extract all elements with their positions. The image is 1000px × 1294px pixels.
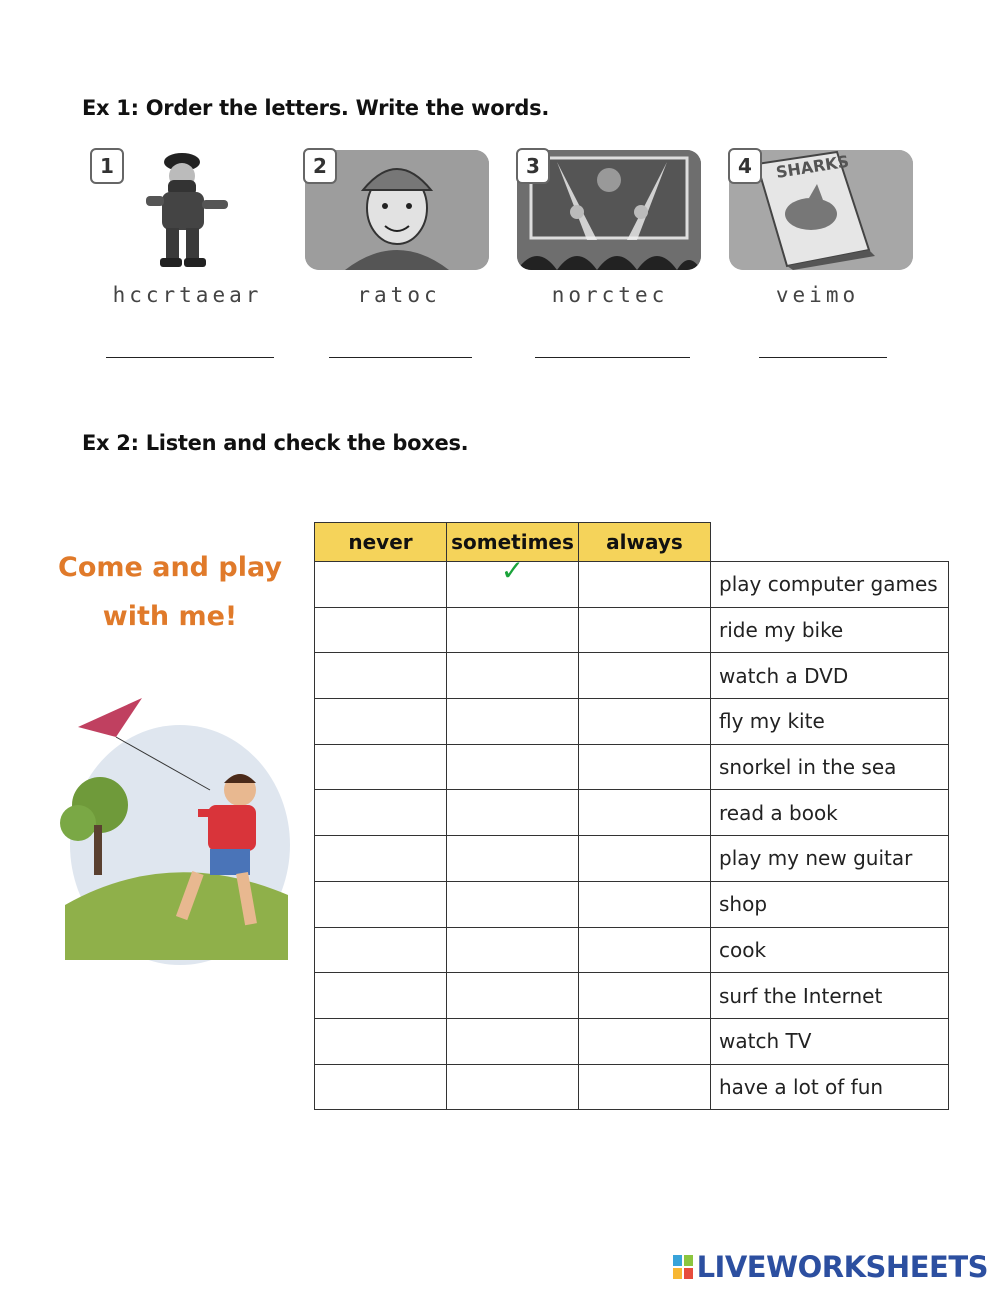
promo-line-2: with me!: [102, 601, 238, 632]
table-row: [315, 1018, 949, 1064]
checkbox-sometimes[interactable]: [447, 553, 579, 608]
checkbox-sometimes[interactable]: [447, 744, 579, 790]
checkbox-sometimes[interactable]: [447, 973, 579, 1019]
activity-label: watch TV: [711, 1018, 949, 1064]
checkbox-sometimes[interactable]: [447, 653, 579, 699]
checkbox-never[interactable]: [315, 744, 447, 790]
checkbox-always[interactable]: [579, 790, 711, 836]
checkbox-never[interactable]: [315, 836, 447, 882]
checkbox-never[interactable]: [315, 927, 447, 973]
checkbox-always[interactable]: [579, 699, 711, 745]
checkbox-sometimes[interactable]: [447, 836, 579, 882]
checkbox-sometimes[interactable]: [447, 1018, 579, 1064]
checkbox-always[interactable]: [579, 744, 711, 790]
activity-label: surf the Internet: [711, 973, 949, 1019]
checkbox-never[interactable]: [315, 607, 447, 653]
activity-label: read a book: [711, 790, 949, 836]
checkbox-never[interactable]: [315, 653, 447, 699]
answer-blank-3[interactable]: [535, 357, 690, 358]
answer-blank-1[interactable]: [106, 357, 274, 358]
checkbox-never[interactable]: [315, 1064, 447, 1110]
checkbox-sometimes[interactable]: [447, 790, 579, 836]
table-row: [315, 790, 949, 836]
svg-text:SHARKS: SHARKS: [774, 151, 851, 182]
activity-label: play computer games: [711, 562, 949, 608]
exercise-1-title: Ex 1: Order the letters. Write the words.: [82, 96, 549, 120]
checkbox-always[interactable]: [579, 927, 711, 973]
activity-label: have a lot of fun: [711, 1064, 949, 1110]
picture-number-1: 1: [90, 148, 124, 184]
promo-line-1: Come and play: [58, 552, 282, 583]
liveworksheets-logo: [673, 1250, 988, 1284]
checkbox-always[interactable]: [579, 881, 711, 927]
check-mark-icon: ✓: [500, 553, 525, 587]
picture-number-4: 4: [728, 148, 762, 184]
table-row: [315, 1064, 949, 1110]
frequency-table: [314, 522, 949, 1110]
activity-label: shop: [711, 881, 949, 927]
answer-blank-2[interactable]: [329, 357, 472, 358]
table-row: [315, 699, 949, 745]
scrambled-word-1: hccrtaear: [112, 283, 263, 307]
activity-label: fly my kite: [711, 699, 949, 745]
scrambled-word-2: ratoc: [357, 283, 441, 307]
checkbox-never[interactable]: [315, 1018, 447, 1064]
checkbox-never[interactable]: [315, 881, 447, 927]
picture-number-3: 3: [516, 148, 550, 184]
scrambled-word-4: veimo: [775, 283, 860, 307]
checkbox-sometimes[interactable]: [447, 1064, 579, 1110]
activity-label: watch a DVD: [711, 653, 949, 699]
pirate-picture: [130, 148, 240, 273]
table-row: [315, 973, 949, 1019]
activity-label: play my new guitar: [711, 836, 949, 882]
header-spacer: [711, 523, 949, 562]
checkbox-sometimes[interactable]: [447, 699, 579, 745]
picture-number-2: 2: [303, 148, 337, 184]
scrambled-word-3: norctec: [551, 283, 669, 307]
checkbox-always[interactable]: [579, 1018, 711, 1064]
checkbox-never[interactable]: [315, 562, 447, 608]
column-never: never: [315, 523, 447, 562]
checkbox-always[interactable]: [579, 836, 711, 882]
table-header-row: [315, 523, 949, 562]
table-row: [315, 927, 949, 973]
kite-boy-illustration: [60, 695, 290, 970]
checkbox-sometimes[interactable]: [447, 927, 579, 973]
activity-label: cook: [711, 927, 949, 973]
table-row: [315, 881, 949, 927]
column-sometimes: sometimes: [447, 523, 579, 562]
logo-cubes-icon: [673, 1255, 693, 1279]
table-row: [315, 562, 949, 608]
table-row: [315, 836, 949, 882]
answer-blank-4[interactable]: [759, 357, 887, 358]
checkbox-always[interactable]: [579, 653, 711, 699]
table-row: [315, 653, 949, 699]
checkbox-always[interactable]: [579, 607, 711, 653]
checkbox-always[interactable]: [579, 973, 711, 1019]
activity-label: ride my bike: [711, 607, 949, 653]
checkbox-always[interactable]: [579, 1064, 711, 1110]
column-always: always: [579, 523, 711, 562]
checkbox-always[interactable]: [579, 562, 711, 608]
exercise-2-title: Ex 2: Listen and check the boxes.: [82, 431, 469, 455]
checkbox-never[interactable]: [315, 973, 447, 1019]
activity-label: snorkel in the sea: [711, 744, 949, 790]
table-row: [315, 607, 949, 653]
checkbox-sometimes[interactable]: [447, 607, 579, 653]
checkbox-never[interactable]: [315, 790, 447, 836]
logo-text: LIVEWORKSHEETS: [696, 1250, 988, 1284]
checkbox-never[interactable]: [315, 699, 447, 745]
checkbox-sometimes[interactable]: [447, 881, 579, 927]
table-row: [315, 744, 949, 790]
